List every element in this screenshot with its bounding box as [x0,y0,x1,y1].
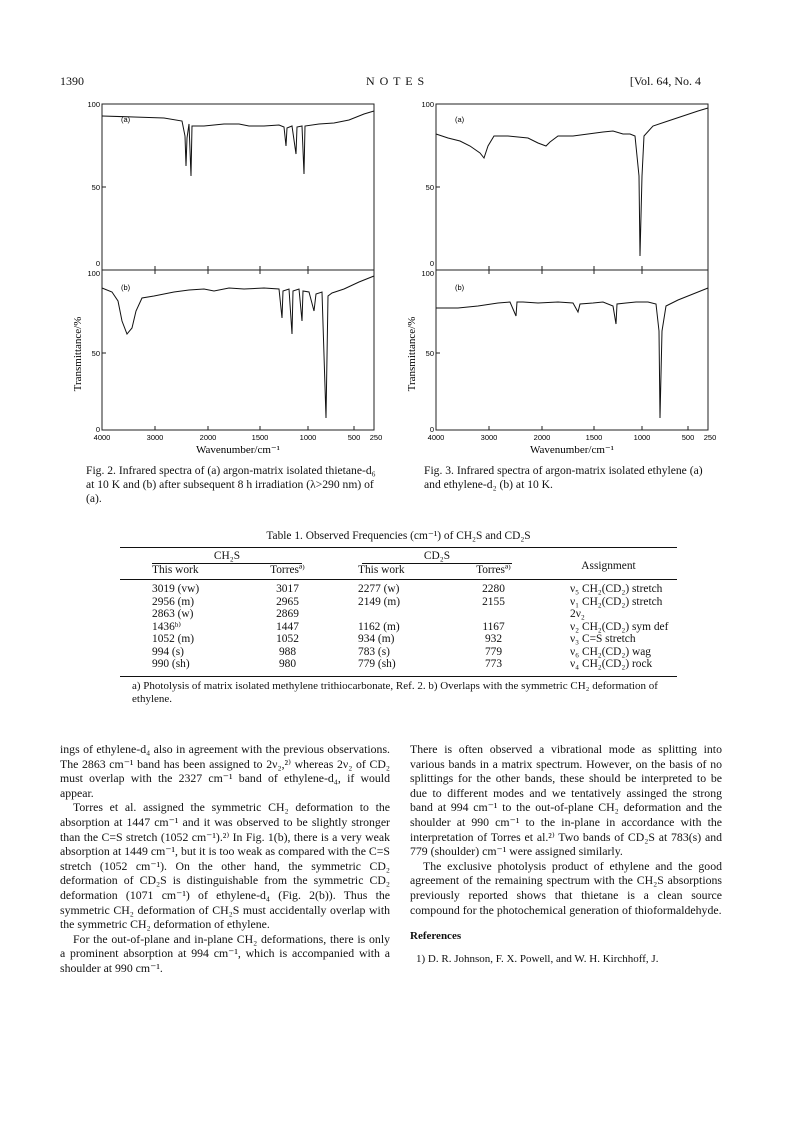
figure-2-caption: Fig. 2. Infrared spectra of (a) argon-matrix isolated thietane-d₆ at 10 K and (b) after subsequent 8 h irradiation (λ>290 nm) of (a). [86,464,376,505]
fig2-x-axis-label: Wavenumber/cm⁻¹ [196,444,280,456]
cell-cd2s-this-work: 2149 (m) [358,595,401,608]
cell-cd2s-this-work: 779 (sh) [358,658,396,670]
cell-assignment: ν₃ C=S stretch [570,633,636,645]
subheader-this-work-ch2s: This work [152,563,199,576]
figure-2 [64,96,394,462]
fig3-ytick-b-50: 50 [425,349,434,358]
subheader-this-work-cd2s: This work [358,563,405,576]
group-header-ch2s: CH₂S [152,550,302,564]
cell-assignment: ν₄ CH₂(CD₂) rock [570,658,653,670]
subheader-torres-cd2s: Torresª⁾ [476,563,511,576]
volume-issue: [Vol. 64, No. 4 [629,74,701,88]
fig2-ytick-b-50: 50 [91,349,100,358]
figure-3 [398,96,728,462]
table-row [120,658,677,674]
left-column [60,742,390,976]
references-heading: References [410,930,462,943]
fig2-trace-b [102,276,374,418]
fig3-xtick-250: 250 [703,433,717,442]
figure-3-caption: Fig. 3. Infrared spectra of argon-matrix isolated ethylene (a) and ethylene-d₂ (b) at 10 K. [424,464,703,491]
fig2-ytick-a-0: 0 [95,259,100,268]
cell-ch2s-this-work: 1436ᵇ⁾ [152,620,182,633]
cell-cd2s-torres: 2155 [482,595,505,608]
journal-name: N O T E S [366,74,426,88]
fig3-ytick-b-0: 0 [429,425,434,434]
fig2-xtick-4000: 4000 [93,433,111,442]
fig2-ytick-a-100: 100 [87,100,100,109]
table-row [120,621,677,634]
fig3-xtick-1000: 1000 [633,433,651,442]
fig2-ytick-b-100: 100 [87,269,100,278]
fig2-panel-b-label: (b) [121,283,131,292]
cell-cd2s-this-work: 1162 (m) [358,620,400,633]
frequency-table [120,547,677,674]
cell-cd2s-this-work [334,608,447,621]
fig3-x-axis-label: Wavenumber/cm⁻¹ [530,444,614,456]
table-row [120,608,677,621]
cell-ch2s-torres: 2869 [276,608,299,620]
cell-ch2s-this-work: 3019 (vw) [152,583,200,595]
fig2-xtick-1500: 1500 [251,433,269,442]
right-paragraph-2: The exclusive photolysis product of ethylene and the good agreement of the remaining spectrum with the CH₂S absorptions previously reported shows that thietane is a clean source compound for the photochemical generation of thioformaldehyde. [410,858,722,917]
figure-2-spectra [64,96,394,462]
right-paragraph-1: There is often observed a vibrational mode as splitting into various bands in a matrix spectrum. However, on the basis of no splittings for the other bands, these should be interpreted to be due to different modes and we tentatively assinged the strong band at 994 cm⁻¹ to the out-of-plane CH₂ deformation and the shoulder at 990 cm⁻¹ to the in-plane in accordance with the interpretation of Torres et al.²⁾ Two bands of CD₂S at 783(s) and 779 (shoulder) cm⁻¹ were assigned similarly. [410,742,722,859]
table-row [120,633,677,646]
fig3-xtick-500: 500 [681,433,695,442]
fig3-panel-a-label: (a) [455,115,465,124]
right-column [410,742,722,966]
table-row [120,580,677,596]
fig3-xtick-3000: 3000 [480,433,498,442]
fig2-y-axis-label: Transmittance/% [72,316,84,392]
assignment-header: Assignment [581,560,636,573]
fig2-ytick-b-0: 0 [95,425,100,434]
fig3-xtick-2000: 2000 [533,433,551,442]
reference-1: 1) D. R. Johnson, F. X. Powell, and W. H. Kirchhoff, J. [416,952,659,965]
fig2-trace-a [102,111,374,176]
fig3-ytick-a-0: 0 [429,259,434,268]
fig2-xtick-1000: 1000 [299,433,317,442]
fig3-ytick-a-100: 100 [421,100,434,109]
cell-cd2s-torres [447,608,540,621]
fig2-xtick-500: 500 [347,433,361,442]
table-row [120,646,677,659]
fig2-xtick-3000: 3000 [146,433,164,442]
fig3-trace-a [436,108,708,256]
table-row [120,596,677,609]
group-header-cd2s: CD₂S [362,550,512,564]
cell-assignment: ν₂ CH₂(CD₂) sym def [570,620,669,633]
cell-ch2s-torres: 1447 [276,620,299,633]
cell-cd2s-torres: 2280 [482,583,505,595]
cell-ch2s-torres: 988 [278,645,297,658]
fig2-xtick-250: 250 [369,433,383,442]
table-caption: Table 1. Observed Frequencies (cm⁻¹) of CH₂S and CD₂S [266,530,531,542]
cell-assignment: ν₆ CH₂(CD₂) wag [570,645,651,658]
fig2-panel-a-label: (a) [121,115,131,124]
fig2-xtick-2000: 2000 [199,433,217,442]
table-body [120,580,677,674]
cell-cd2s-torres: 932 [484,633,503,645]
cell-cd2s-this-work: 783 (s) [358,645,390,658]
left-paragraph-1: ings of ethylene-d₄ also in agreement with the previous observations. The 2863 cm⁻¹ band has been assigned to 2ν₂,²⁾ whereas 2ν₂ of CD₂ must overlap with the 2327 cm⁻¹ band of ethylene-d₄, if would appear. [60,742,390,800]
cell-cd2s-torres: 1167 [482,620,505,633]
cell-ch2s-this-work: 2956 (m) [152,595,195,608]
fig3-xtick-4000: 4000 [427,433,445,442]
left-paragraph-3: For the out-of-plane and in-plane CH₂ deformations, there is only a prominent absorption at 994 cm⁻¹, which is accompanied with a shoulder at 990 cm⁻¹. [60,931,390,975]
cell-ch2s-this-work: 1052 (m) [152,633,195,645]
fig2-ytick-a-50: 50 [91,183,100,192]
fig3-xtick-1500: 1500 [585,433,603,442]
fig3-y-axis-label: Transmittance/% [406,316,418,392]
cell-assignment: ν₁ CH₂(CD₂) stretch [570,595,663,608]
table-1 [120,528,677,707]
cell-ch2s-this-work: 990 (sh) [152,658,190,670]
cell-ch2s-this-work: 994 (s) [152,645,184,658]
page-number: 1390 [60,74,84,88]
cell-cd2s-this-work: 2277 (w) [358,583,400,595]
subheader-torres-ch2s: Torresª⁾ [270,563,305,576]
figure-3-spectra [398,96,728,462]
fig3-trace-b [436,288,708,418]
cell-assignment: 2ν₂ [570,608,585,620]
left-paragraph-2: Torres et al. assigned the symmetric CH₂ deformation to the absorption at 1447 cm⁻¹ and it was observed to be slightly stronger than the C=S stretch (1052 cm⁻¹).²⁾ In Fig. 1(b), there is a very weak absorption at 1449 cm⁻¹, but it is too weak as compared with the C=S stretch (1052 cm⁻¹). On the other hand, the symmetric CD₂ deformation of CD₂S is distinguishable from the symmetric CD₂ deformation (1071 cm⁻¹) of ethylene-d₄ (Fig. 2(b)). Thus the symmetric CH₂ deformation of CH₂S must accidentally overlap with the symmetric CH₂ deformation of ethylene. [60,800,390,932]
cell-ch2s-torres: 1052 [276,633,299,645]
cell-assignment: ν₅ CH₂(CD₂) stretch [570,583,663,595]
cell-ch2s-torres: 980 [278,658,297,670]
fig3-ytick-b-100: 100 [421,269,434,278]
table-footnote: a) Photolysis of matrix isolated methylene trithiocarbonate, Ref. 2. b) Overlaps with the symmetric CH₂ deformation of ethylene. [132,679,658,705]
cell-cd2s-torres: 779 [484,645,503,658]
fig3-ytick-a-50: 50 [425,183,434,192]
cell-cd2s-this-work: 934 (m) [358,633,395,645]
fig3-panel-b-label: (b) [455,283,465,292]
cell-ch2s-torres: 3017 [276,583,299,595]
cell-ch2s-this-work: 2863 (w) [152,608,194,620]
cell-cd2s-torres: 773 [484,658,503,670]
cell-ch2s-torres: 2965 [276,595,299,608]
